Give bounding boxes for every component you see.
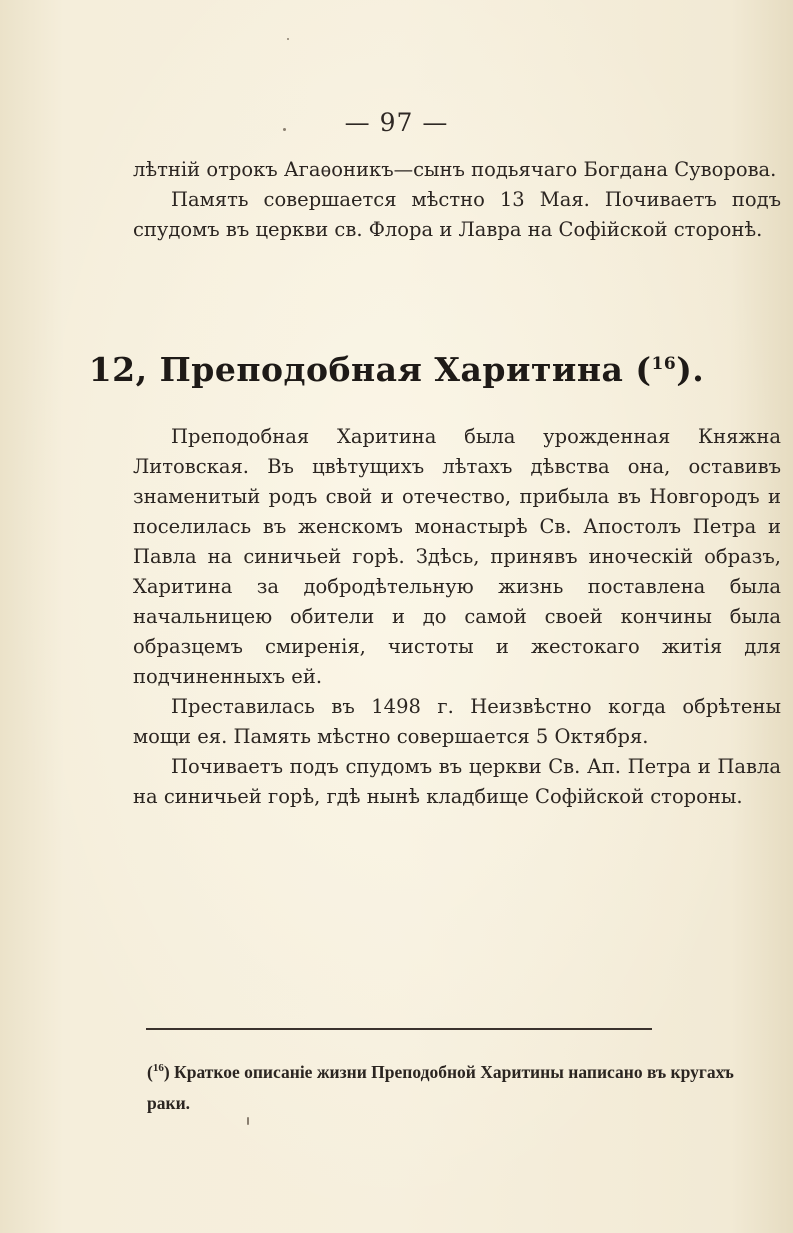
paper-speck xyxy=(283,128,286,131)
previous-entry-text xyxy=(133,155,781,245)
footnote-open: ( xyxy=(147,1061,153,1082)
section-body xyxy=(133,422,781,812)
paragraph: лѣтній отрокъ Агаѳоникъ—сынъ подьячаго Богдана Суворова. xyxy=(133,158,777,181)
paragraph: Преставилась въ 1498 г. Неизвѣстно когда обрѣтены мощи ея. Память мѣстно совершается 5 Октября. xyxy=(133,695,781,748)
section-title-end: ). xyxy=(676,350,705,389)
paper-speck xyxy=(247,1117,249,1125)
paragraph: Преподобная Харитина была урожденная Княжна Литовская. Въ цвѣтущихъ лѣтахъ дѣвства она, оставивъ знаменитый родъ свой и отечество, прибыла въ Новгородъ и поселилась въ женскомъ монастырѣ Св. Апостолъ Петра и Павла на синичьей горѣ. Здѣсь, принявъ иноческій образъ, Харитина за добродѣтельную жизнь поставлена была начальницею обители и до самой своей кончины была образцемъ смиренія, чистоты и жестокаго житія для подчиненныхъ ей. xyxy=(133,425,781,688)
footnote-mark: 16 xyxy=(152,1062,164,1074)
section-title xyxy=(0,350,793,389)
section-title-text: 12, Преподобная Харитина ( xyxy=(88,350,652,389)
footnote-reference: 16 xyxy=(651,354,677,374)
footnote xyxy=(147,1053,775,1119)
footnote-divider xyxy=(146,1028,652,1030)
paragraph: Память совершается мѣстно 13 Мая. Почиваетъ подъ спудомъ въ церкви св. Флора и Лавра на Софійской сторонѣ. xyxy=(133,188,781,241)
footnote-body: Краткое описаніе жизни Преподобной Харитины написано въ кругахъ раки. xyxy=(147,1061,734,1113)
paper-speck xyxy=(287,38,289,40)
page-number: — 97 — xyxy=(344,108,449,137)
footnote-text xyxy=(147,1053,775,1119)
paragraph: Почиваетъ подъ спудомъ въ церкви Св. Ап. Петра и Павла на синичьей горѣ, гдѣ нынѣ кладбище Софійской стороны. xyxy=(133,755,781,808)
footnote-close: ) xyxy=(163,1061,170,1082)
